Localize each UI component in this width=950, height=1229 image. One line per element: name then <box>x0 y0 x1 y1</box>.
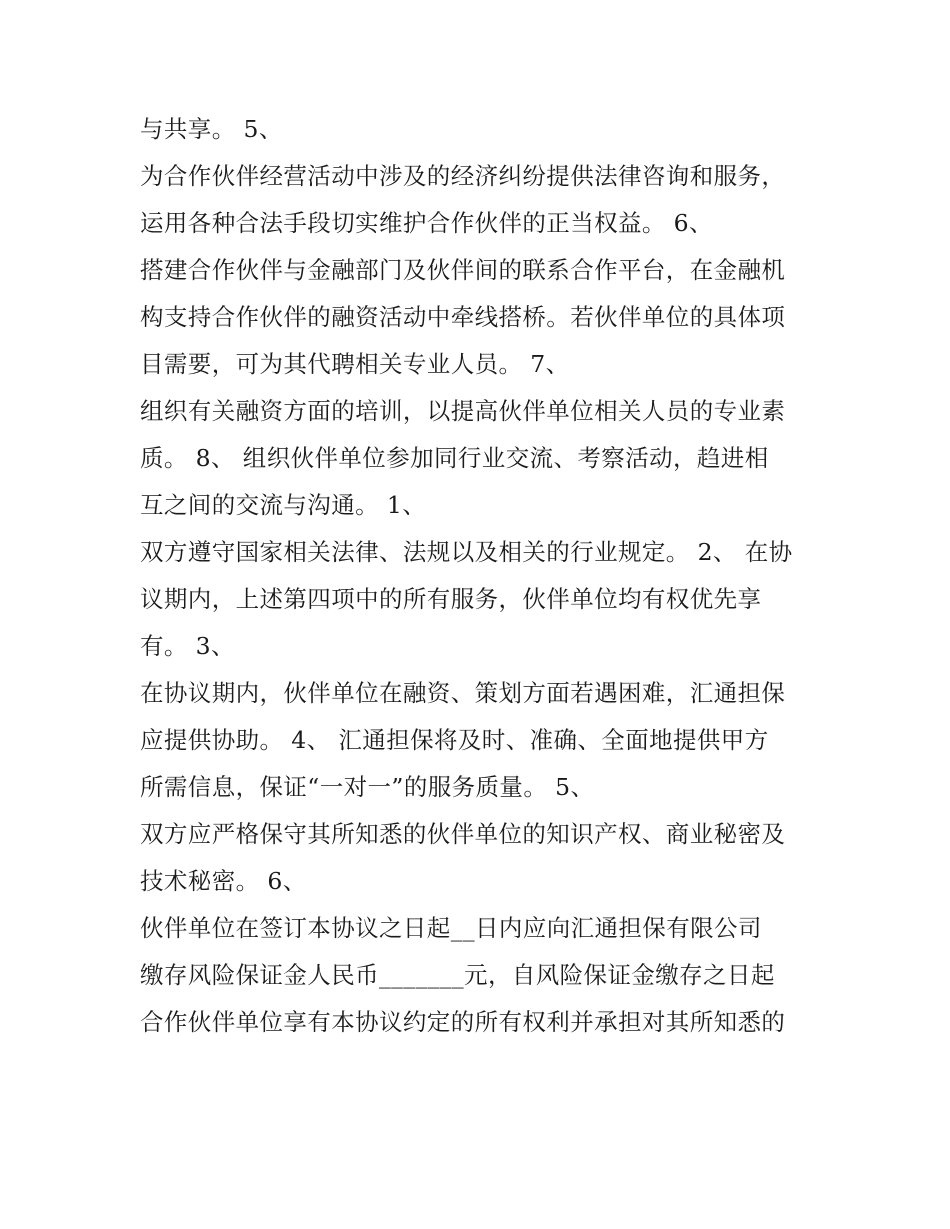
text-line: 与共享。 5、 <box>140 115 283 143</box>
text-line: 所需信息，保证“一对一”的服务质量。 5、 <box>140 773 595 801</box>
text-line: 构支持合作伙伴的融资活动中牵线搭桥。若伙伴单位的具体项 <box>140 303 786 331</box>
text-line: 组织有关融资方面的培训，以提高伙伴单位相关人员的专业素 <box>140 397 786 425</box>
text-line: 搭建合作伙伴与金融部门及伙伴间的联系合作平台，在金融机 <box>140 256 786 284</box>
text-line: 运用各种合法手段切实维护合作伙伴的正当权益。 6、 <box>140 209 713 237</box>
text-line: 缴存风险保证金人民币_______元，自风险保证金缴存之日起 <box>140 961 775 989</box>
text-line: 技术秘密。 6、 <box>140 867 307 895</box>
text-line: 伙伴单位在签订本协议之日起__日内应向汇通担保有限公司 <box>140 914 762 942</box>
text-line: 目需要，可为其代聘相关专业人员。 7、 <box>140 350 570 378</box>
body-text <box>140 106 840 1046</box>
text-line: 双方应严格保守其所知悉的伙伴单位的知识产权、商业秘密及 <box>140 820 786 848</box>
text-line: 双方遵守国家相关法律、法规以及相关的行业规定。 2、 在协 <box>140 538 793 566</box>
text-line: 有。 3、 <box>140 632 235 660</box>
text-line: 应提供协助。 4、 汇通担保将及时、准确、全面地提供甲方 <box>140 726 769 754</box>
text-line: 质。 8、 组织伙伴单位参加同行业交流、考察活动，趋进相 <box>140 444 769 472</box>
text-line: 合作伙伴单位享有本协议约定的所有权利并承担对其所知悉的 <box>140 1008 786 1036</box>
text-line: 在协议期内，伙伴单位在融资、策划方面若遇困难，汇通担保 <box>140 679 786 707</box>
text-line: 互之间的交流与沟通。 1、 <box>140 491 427 519</box>
text-line: 为合作伙伴经营活动中涉及的经济纠纷提供法律咨询和服务， <box>140 162 786 190</box>
text-line: 议期内，上述第四项中的所有服务，伙伴单位均有权优先享 <box>140 585 762 613</box>
